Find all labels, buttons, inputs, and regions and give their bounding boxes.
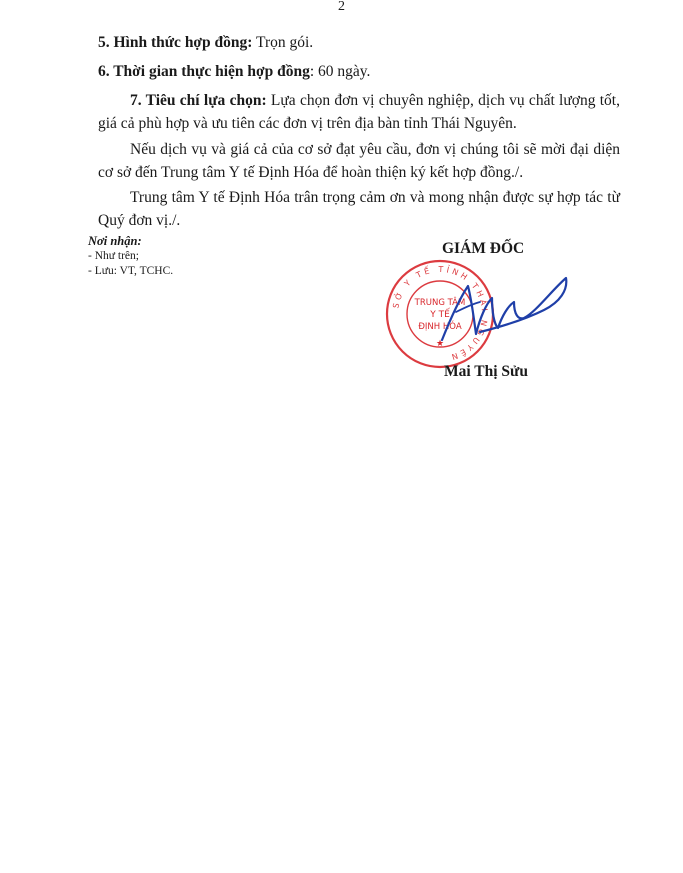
handwritten-signature — [420, 268, 570, 358]
signature-title: GIÁM ĐỐC — [442, 240, 525, 257]
item-text: : 60 ngày. — [309, 63, 371, 80]
stamp-line-3: ĐỊNH HÓA — [418, 322, 462, 332]
signer-name: Mai Thị Sửu — [444, 363, 528, 380]
page-number: 2 — [338, 0, 345, 14]
item-contract-duration — [98, 61, 618, 83]
recipients-title: Nơi nhận: — [88, 234, 142, 248]
recipients-block — [88, 234, 173, 279]
stamp-line-2: Y TẾ — [430, 310, 450, 320]
item-selection-criteria — [98, 89, 620, 135]
recipient-line: - Như trên; — [88, 250, 139, 262]
stamp-ring-text: SỞ Y TẾ TỈNH THÁI NGUYÊN — [391, 264, 490, 363]
item-label: 6. Thời gian thực hiện hợp đồng — [98, 63, 310, 80]
stamp-star-icon: ★ — [435, 338, 445, 348]
item-contract-form — [98, 32, 618, 54]
item-label: 7. Tiêu chí lựa chọn: — [130, 92, 267, 109]
item-text: Trọn gói. — [252, 34, 314, 51]
recipient-line: - Lưu: VT, TCHC. — [88, 265, 174, 277]
item-text: Lựa chọn đơn vị chuyên nghiệp, dịch vụ chất lượng tốt, giá cả phù hợp và ưu tiên các đơn vị trên địa bàn tỉnh Thái Nguyên. — [98, 92, 620, 132]
stamp-line-1: TRUNG TÂM — [414, 298, 466, 308]
paragraph-invitation: Nếu dịch vụ và giá cả của cơ sở đạt yêu cầu, đơn vị chúng tôi sẽ mời đại diện cơ sở đến Trung tâm Y tế Định Hóa để hoàn thiện ký kết hợp đồng./. — [98, 141, 620, 181]
paragraph-thanks: Trung tâm Y tế Định Hóa trân trọng cảm ơn và mong nhận được sự hợp tác từ Quý đơn vị./. — [98, 189, 620, 229]
item-label: 5. Hình thức hợp đồng: — [98, 34, 253, 51]
